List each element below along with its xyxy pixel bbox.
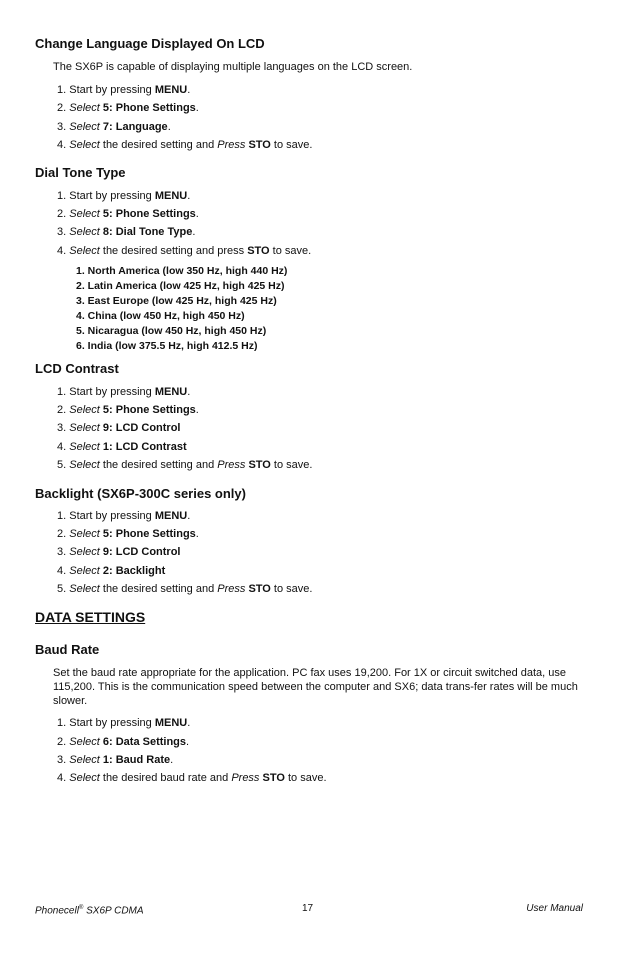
footer-manual-title: User Manual [526,903,583,914]
step-item: 3. Select 9: LCD Control [57,422,181,434]
footer-page-number: 17 [302,903,314,914]
step-item: 1. Start by pressing MENU. [57,510,191,522]
step-item: 2. Select 5: Phone Settings. [57,102,199,114]
dial-tone-option: 4. China (low 450 Hz, high 450 Hz) [76,310,245,322]
step-item: 3. Select 9: LCD Control [57,546,181,558]
section-title-baud-rate: Baud Rate [35,642,100,657]
step-item: 2. Select 6: Data Settings. [57,736,190,748]
section-title-dial-tone-type: Dial Tone Type [35,165,126,180]
section-intro-baud-rate: Set the baud rate appropriate for the application. PC fax uses 19,200. For 1X or circuit switched data, use 115,200. This is the communication speed between the computer and SX6; data trans-fer rates will be much slower. [53,667,578,707]
step-item: 1. Start by pressing MENU. [57,190,191,202]
step-item: 4. Select the desired setting and press STO to save. [57,245,312,257]
step-item: 3. Select 8: Dial Tone Type. [57,226,196,238]
step-item: 4. Select the desired baud rate and Press STO to save. [57,772,327,784]
dial-tone-option: 6. India (low 375.5 Hz, high 412.5 Hz) [76,340,258,352]
dial-tone-option: 1. North America (low 350 Hz, high 440 Hz) [76,265,288,277]
step-item: 1. Start by pressing MENU. [57,717,191,729]
step-item: 2. Select 5: Phone Settings. [57,528,199,540]
dial-tone-option: 5. Nicaragua (low 450 Hz, high 450 Hz) [76,325,267,337]
section-title-change-language: Change Language Displayed On LCD [35,36,265,51]
step-item: 2. Select 5: Phone Settings. [57,404,199,416]
step-item: 2. Select 5: Phone Settings. [57,208,199,220]
step-item: 3. Select 7: Language. [57,121,171,133]
step-item: 4. Select 2: Backlight [57,565,166,577]
section-title-backlight: Backlight (SX6P-300C series only) [35,486,246,501]
step-item: 1. Start by pressing MENU. [57,386,191,398]
step-item: 5. Select the desired setting and Press STO to save. [57,583,313,595]
step-item: 1. Start by pressing MENU. [57,84,191,96]
step-item: 3. Select 1: Baud Rate. [57,754,174,766]
section-intro-change-language: The SX6P is capable of displaying multiple languages on the LCD screen. [53,61,413,73]
step-item: 4. Select 1: LCD Contrast [57,441,187,453]
dial-tone-option: 2. Latin America (low 425 Hz, high 425 Hz) [76,280,285,292]
heading-data-settings: DATA SETTINGS [35,609,146,625]
footer-product: Phonecell® SX6P CDMA [35,905,144,917]
dial-tone-option: 3. East Europe (low 425 Hz, high 425 Hz) [76,295,277,307]
step-item: 4. Select the desired setting and Press STO to save. [57,139,313,151]
section-title-lcd-contrast: LCD Contrast [35,361,119,376]
step-item: 5. Select the desired setting and Press STO to save. [57,459,313,471]
